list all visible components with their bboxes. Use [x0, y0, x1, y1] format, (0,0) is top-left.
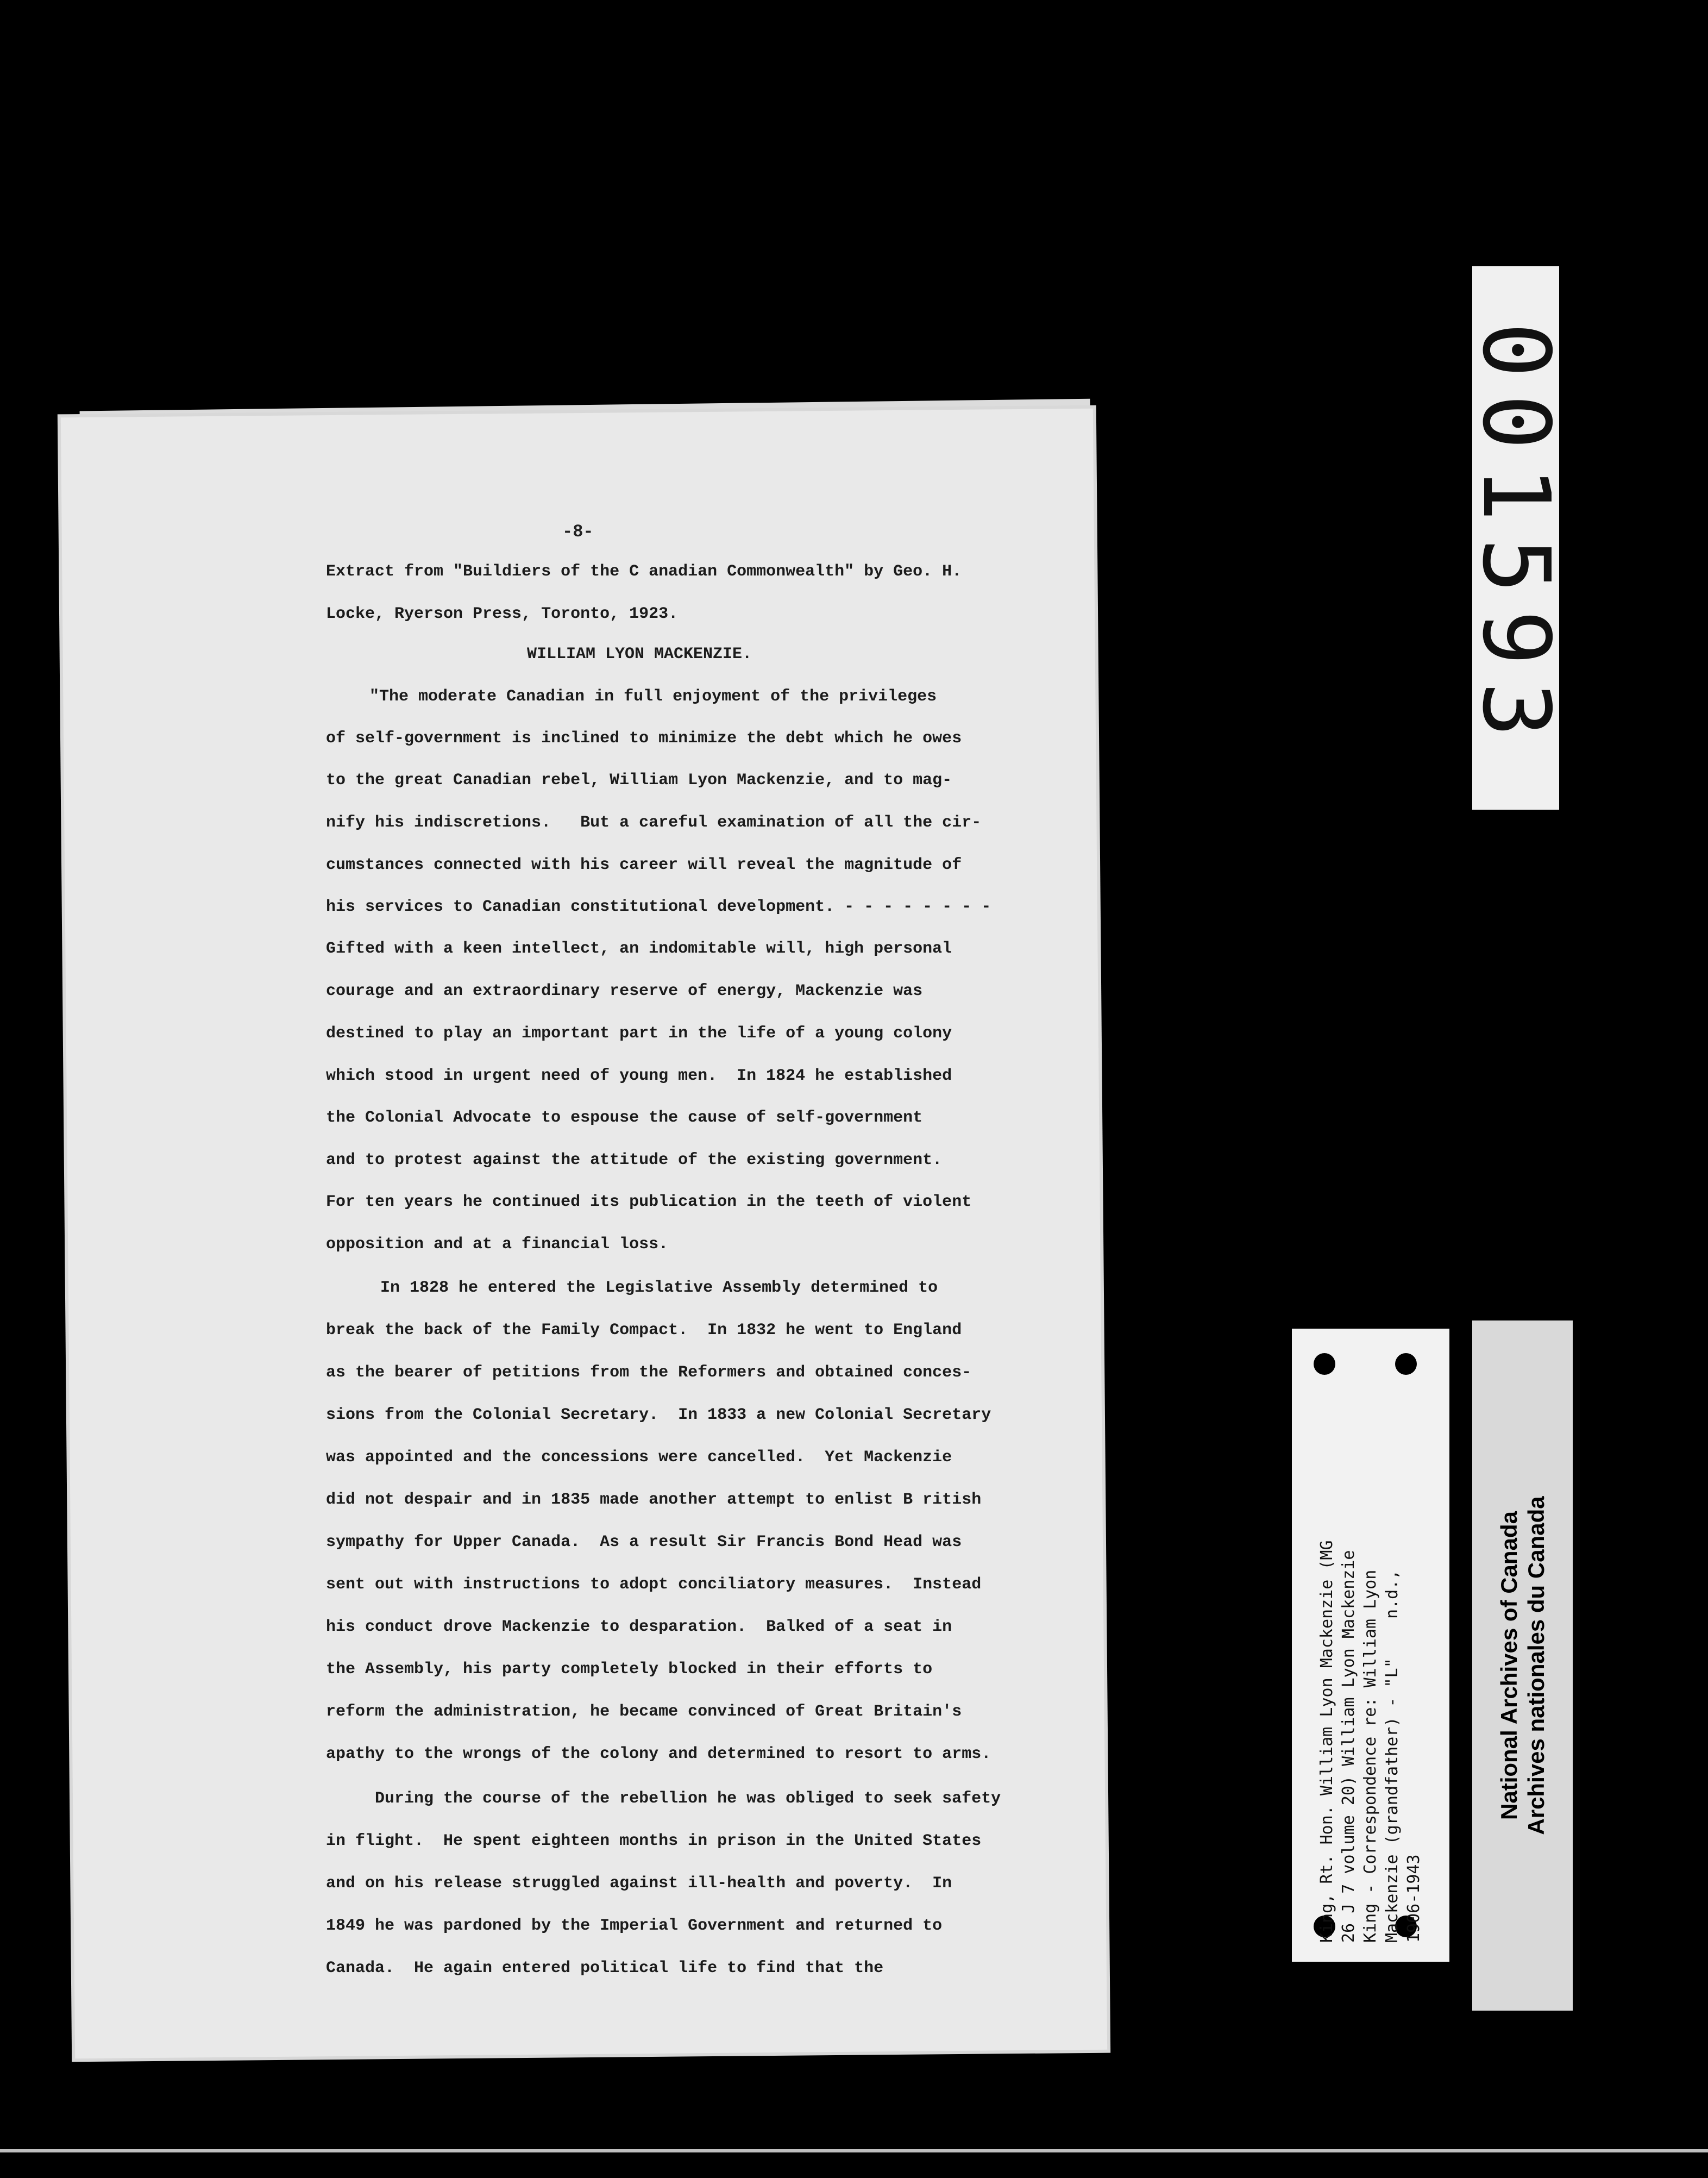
label-line: 26 J 7 volume 20) William Lyon Mackenzie	[1339, 1550, 1358, 1943]
text-line: nify his indiscretions. But a careful examination of all the cir-	[326, 813, 982, 832]
label-line: Mackenzie (grandfather) - "L" n.d.,	[1383, 1569, 1402, 1943]
text-line: In 1828 he entered the Legislative Assembly determined to	[380, 1279, 938, 1297]
text-line: Gifted with a keen intellect, an indomitable will, high personal	[326, 940, 952, 958]
text-line: and to protest against the attitude of the existing government.	[326, 1151, 943, 1169]
text-line: Locke, Ryerson Press, Toronto, 1923.	[326, 605, 679, 623]
text-line: cumstances connected with his career will reveal the magnitude of	[326, 856, 962, 874]
label-line: 1906-1943	[1404, 1854, 1423, 1943]
text-line: sympathy for Upper Canada. As a result Sir Francis Bond Head was	[326, 1533, 962, 1551]
text-line: Extract from "Buildiers of the C anadian Commonwealth" by Geo. H.	[326, 562, 962, 581]
archive-name-fr: Archives nationales du Canada	[1523, 1496, 1549, 1835]
page-number: -8-	[562, 522, 594, 542]
text-line: Canada. He again entered political life to find that the	[326, 1959, 884, 1977]
text-line: "The moderate Canadian in full enjoyment of the privileges	[369, 687, 937, 706]
text-line: sent out with instructions to adopt conciliatory measures. Instead	[326, 1575, 982, 1594]
text-line: During the course of the rebellion he was obliged to seek safety	[375, 1789, 1001, 1808]
text-line: sions from the Colonial Secretary. In 1833 a new Colonial Secretary	[326, 1406, 991, 1424]
film-edge	[0, 2149, 1708, 2152]
text-line: did not despair and in 1835 made another attempt to enlist B ritish	[326, 1491, 982, 1509]
text-line: which stood in urgent need of young men. In 1824 he established	[326, 1067, 952, 1085]
text-line: For ten years he continued its publication in the teeth of violent	[326, 1193, 972, 1211]
label-line: King - Correspondence re: William Lyon	[1361, 1569, 1380, 1943]
frame-number: 001593	[1462, 322, 1569, 754]
text-line: break the back of the Family Compact. In 1832 he went to England	[326, 1321, 962, 1340]
text-line: courage and an extraordinary reserve of energy, Mackenzie was	[326, 982, 923, 1000]
archive-name	[1496, 1496, 1550, 1835]
archive-band	[1472, 1320, 1573, 2011]
text-line: opposition and at a financial loss.	[326, 1235, 669, 1254]
label-line: King, Rt. Hon. William Lyon Mackenzie (MG	[1317, 1540, 1336, 1943]
text-line: the Assembly, his party completely blocked in their efforts to	[326, 1660, 933, 1679]
text-line: and on his release struggled against ill-health and poverty. In	[326, 1874, 952, 1893]
text-line: to the great Canadian rebel, William Lyon Mackenzie, and to mag-	[326, 771, 952, 790]
text-line: his services to Canadian constitutional development. - - - - - - - -	[326, 898, 991, 916]
text-line: was appointed and the concessions were cancelled. Yet Mackenzie	[326, 1448, 952, 1467]
article-heading: WILLIAM LYON MACKENZIE.	[527, 645, 752, 664]
frame-number-strip	[1462, 266, 1569, 810]
text-line: his conduct drove Mackenzie to desparation. Balked of a seat in	[326, 1618, 952, 1636]
text-line: apathy to the wrongs of the colony and determined to resort to arms.	[326, 1745, 991, 1763]
catalog-label	[1292, 1329, 1449, 1962]
text-line: reform the administration, he became convinced of Great Britain's	[326, 1703, 962, 1721]
text-line: the Colonial Advocate to espouse the cause of self-government	[326, 1109, 923, 1127]
archive-name-en: National Archives of Canada	[1496, 1511, 1522, 1820]
label-text	[1316, 1345, 1425, 1943]
text-line: in flight. He spent eighteen months in prison in the United States	[326, 1832, 982, 1850]
text-line: as the bearer of petitions from the Reformers and obtained conces-	[326, 1363, 972, 1382]
text-line: of self-government is inclined to minimize the debt which he owes	[326, 729, 962, 748]
text-line: destined to play an important part in the life of a young colony	[326, 1024, 952, 1043]
text-line: 1849 he was pardoned by the Imperial Government and returned to	[326, 1917, 943, 1935]
